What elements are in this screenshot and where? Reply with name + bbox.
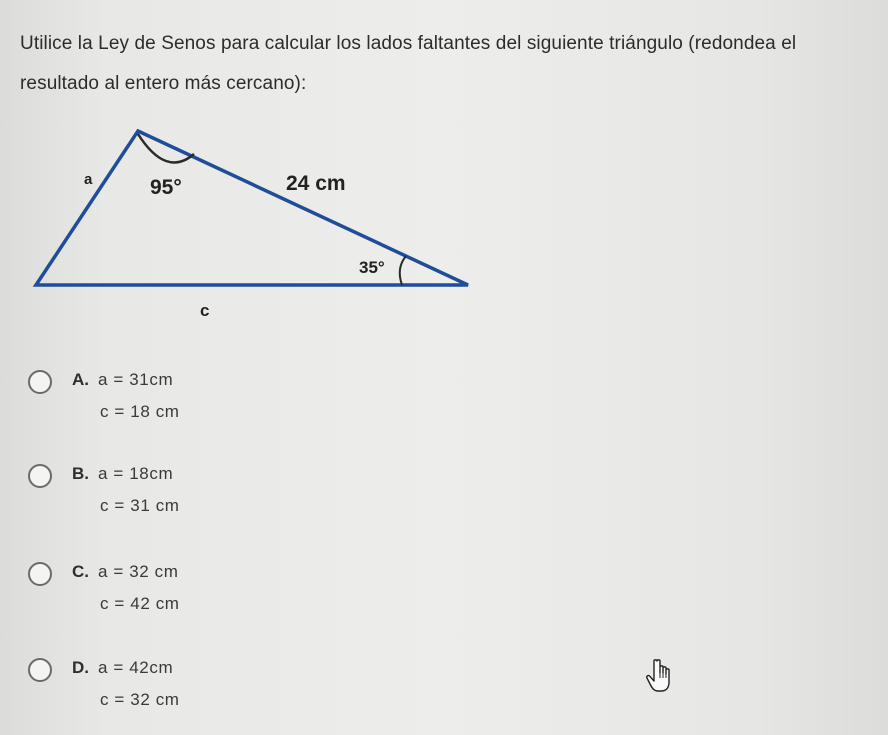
option-a-value-a: a = 31cm [98, 370, 174, 389]
radio-button-b[interactable] [28, 464, 52, 488]
radio-button-a[interactable] [28, 370, 52, 394]
angle-arc-top [138, 134, 194, 162]
option-d-value-a: a = 42cm [98, 658, 174, 677]
option-d-value-c: c = 32 cm [100, 690, 180, 709]
label-c: c [200, 301, 210, 320]
option-c-value-c: c = 42 cm [100, 594, 180, 613]
radio-button-d[interactable] [28, 658, 52, 682]
option-a[interactable] [26, 366, 426, 446]
option-c[interactable] [26, 558, 426, 638]
hand-pointer-icon [646, 658, 680, 694]
side-b-label: 24 cm [286, 172, 346, 195]
option-b-value-c: c = 31 cm [100, 496, 180, 515]
triangle-figure [28, 118, 478, 328]
label-a: a [84, 171, 93, 188]
option-d[interactable] [26, 654, 426, 734]
question-line-2: resultado al entero más cercano): [20, 73, 307, 94]
option-letter-a: A. [72, 370, 89, 389]
option-c-value-a: a = 32 cm [98, 562, 179, 581]
angle-top-label: 95° [150, 176, 182, 199]
triangle-diagram [28, 118, 478, 328]
radio-button-c[interactable] [28, 562, 52, 586]
option-letter-d: D. [72, 658, 89, 677]
angle-arc-right [400, 256, 406, 285]
question-line-1: Utilice la Ley de Senos para calcular los lados faltantes del siguiente triángulo (redondea el [20, 33, 797, 54]
question-text [20, 24, 870, 104]
option-letter-c: C. [72, 562, 89, 581]
option-b-value-a: a = 18cm [98, 464, 174, 483]
angle-right-label: 35° [359, 258, 385, 277]
option-a-value-c: c = 18 cm [100, 402, 180, 421]
option-letter-b: B. [72, 464, 89, 483]
option-b[interactable] [26, 460, 426, 540]
